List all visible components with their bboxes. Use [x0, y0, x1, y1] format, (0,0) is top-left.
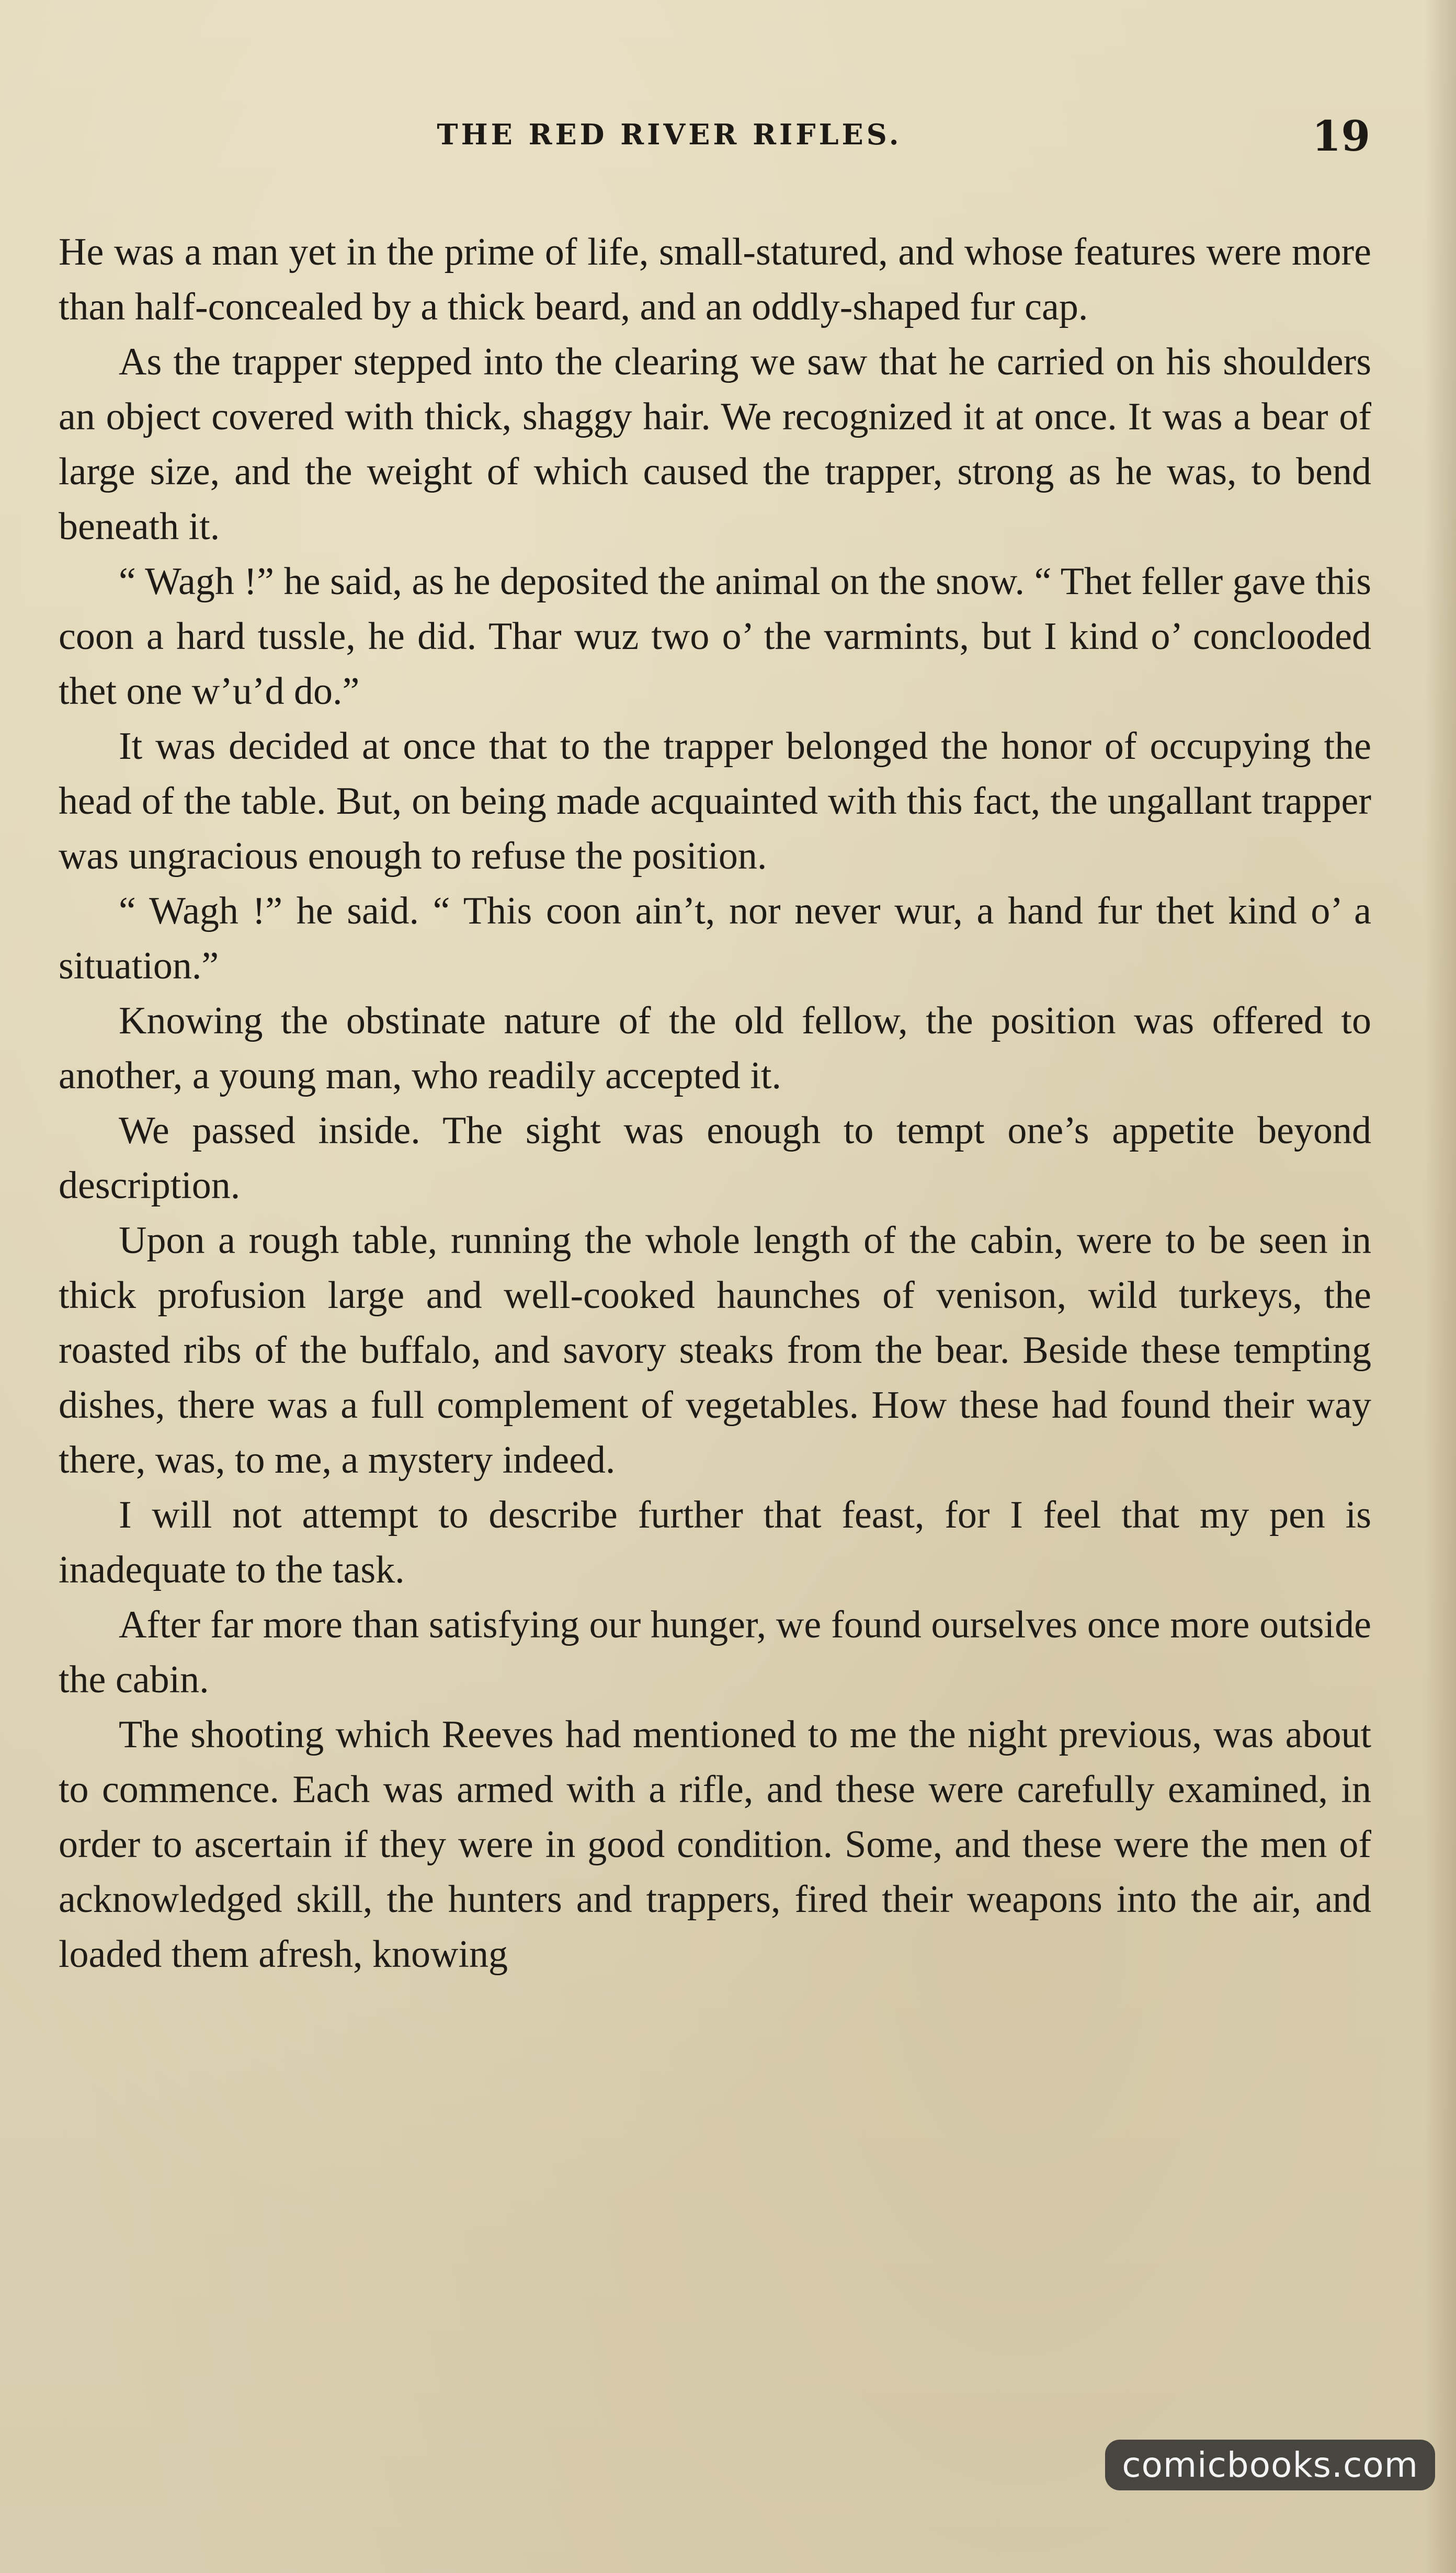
paragraph: It was decided at once that to the trapper belonged the honor of occupying the head of the table. But, on being made acquainted with this fact, the ungallant trapper was ungracious enough to refuse the position. [59, 725, 1371, 878]
paragraph: We passed inside. The sight was enough to tempt one’s appetite beyond description. [59, 1109, 1371, 1207]
paragraph: Knowing the obstinate nature of the old fellow, the position was offered to another, a young man, who readily accepted it. [59, 999, 1371, 1097]
paragraph: After far more than satisfying our hunger, we found ourselves once more outside the cabin. [59, 1603, 1371, 1701]
page-edge-shadow [1425, 0, 1456, 2573]
page-header [58, 111, 1370, 175]
running-title: THE RED RIVER RIFLES. [437, 118, 902, 151]
paragraph: Upon a rough table, running the whole length of the cabin, were to be seen in thick profusion large and well-cooked haunches of venison, wild turkeys, the roasted ribs of the buffalo, and savory steaks from the bear. Beside these tempting dishes, there was a full complement of vegetables. How these had found their way there, was, to me, a mystery indeed. [59, 1219, 1371, 1482]
page-number: 19 [1312, 111, 1370, 161]
paragraph: The shooting which Reeves had mentioned to me the night previous, was about to commence. Each was armed with a rifle, and these were carefully examined, in order to ascertain if they were in good condition. Some, and these were the men of acknowledged skill, the hunters and trappers, fired their weapons into the air, and loaded them afresh, knowing [59, 1713, 1371, 1976]
site-watermark: comicbooks.com [1105, 2440, 1435, 2490]
paragraph: As the trapper stepped into the clearing we saw that he carried on his shoulders an object covered with thick, shaggy hair. We recognized it at once. It was a bear of large size, and the weight of which caused the trapper, strong as he was, to bend beneath it. [59, 340, 1371, 548]
paragraph: “ Wagh !” he said, as he deposited the animal on the snow. “ Thet feller gave this coon a hard tussle, he did. Thar wuz two o’ the varmints, but I kind o’ conclooded thet one w’u’d do.” [59, 560, 1371, 713]
paragraph: “ Wagh !” he said. “ This coon ain’t, nor never wur, a hand fur thet kind o’ a situation.” [59, 890, 1371, 987]
body-text [59, 225, 1371, 1982]
paragraph: He was a man yet in the prime of life, small-statured, and whose features were more than half-concealed by a thick beard, and an oddly-shaped fur cap. [59, 231, 1371, 328]
paragraph: I will not attempt to describe further that feast, for I feel that my pen is inadequate to the task. [59, 1494, 1371, 1591]
